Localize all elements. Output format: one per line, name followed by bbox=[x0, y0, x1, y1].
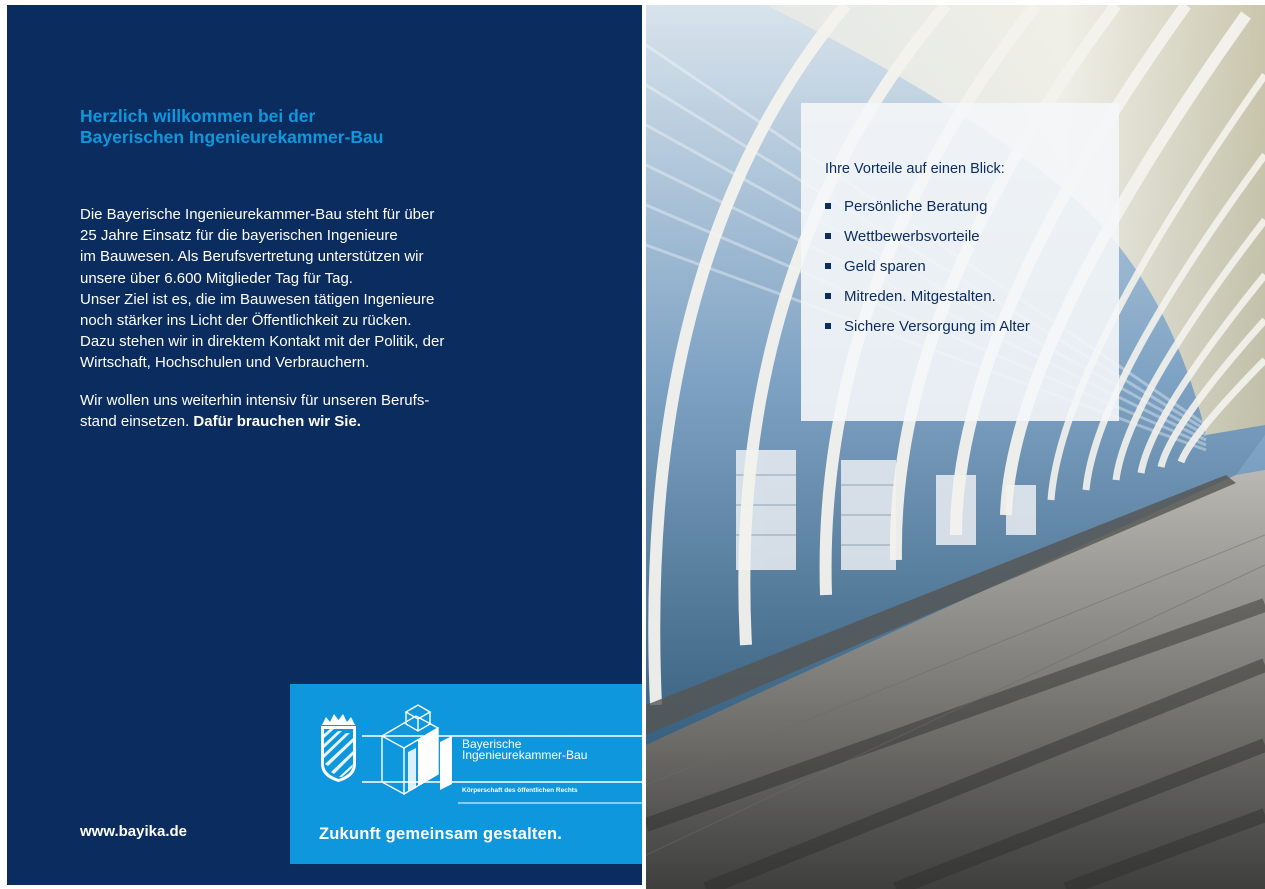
logo-wordmark bbox=[462, 739, 587, 761]
benefit-label: Mitreden. Mitgestalten. bbox=[844, 287, 996, 305]
call-to-action-bold: Dafür brauchen wir Sie. bbox=[193, 412, 361, 430]
tagline: Zukunft gemeinsam gestalten. bbox=[319, 825, 563, 843]
intro-text bbox=[80, 204, 600, 432]
intro-line: 25 Jahre Einsatz für die bayerischen Ingenieure bbox=[80, 227, 398, 245]
benefit-item bbox=[825, 311, 1030, 341]
benefit-item bbox=[825, 191, 1030, 221]
benefit-item bbox=[825, 251, 1030, 281]
bavarian-crest-icon bbox=[321, 714, 356, 782]
intro-line: noch stärker ins Licht der Öffentlichkeit zu rücken. bbox=[80, 312, 412, 330]
benefit-item bbox=[825, 221, 1030, 251]
paragraph-gap bbox=[80, 374, 600, 390]
benefit-label: Sichere Versorgung im Alter bbox=[844, 317, 1030, 335]
website-link[interactable]: www.bayika.de bbox=[80, 823, 187, 840]
benefit-item bbox=[825, 281, 1030, 311]
intro-line: Wirtschaft, Hochschulen und Verbrauchern. bbox=[80, 354, 370, 372]
call-to-action-line bbox=[80, 411, 600, 432]
left-panel bbox=[7, 5, 642, 885]
intro-line: Dazu stehen wir in direktem Kontakt mit der Politik, der bbox=[80, 333, 445, 351]
headline-line: Herzlich willkommen bei der bbox=[80, 106, 316, 126]
intro-line: im Bauwesen. Als Berufsvertretung unterstützen wir bbox=[80, 248, 424, 266]
logo-subtitle: Körperschaft des öffentlichen Rechts bbox=[462, 787, 578, 794]
bullet-icon bbox=[825, 293, 831, 299]
logo-name-line: Bayerische bbox=[462, 737, 522, 751]
call-to-action-plain: stand einsetzen. bbox=[80, 412, 194, 430]
benefit-label: Persönliche Beratung bbox=[844, 197, 988, 215]
intro-line: Unser Ziel ist es, die im Bauwesen tätigen Ingenieure bbox=[80, 290, 435, 308]
headline bbox=[80, 106, 600, 148]
benefits-title: Ihre Vorteile auf einen Blick: bbox=[825, 161, 1005, 177]
benefit-label: Geld sparen bbox=[844, 257, 926, 275]
benefits-list bbox=[825, 191, 1030, 341]
call-to-action-line: Wir wollen uns weiterhin intensiv für unseren Berufs- bbox=[80, 391, 430, 409]
intro-line: Die Bayerische Ingenieurekammer-Bau steht für über bbox=[80, 206, 435, 223]
bullet-icon bbox=[825, 263, 831, 269]
bullet-icon bbox=[825, 203, 831, 209]
bullet-icon bbox=[825, 323, 831, 329]
bullet-icon bbox=[825, 233, 831, 239]
intro-line: unsere über 6.600 Mitglieder Tag für Tag. bbox=[80, 269, 353, 287]
logo-box bbox=[290, 684, 642, 864]
benefits-box bbox=[801, 103, 1119, 421]
right-panel bbox=[646, 5, 1265, 889]
logo-name-line: Ingenieurekammer-Bau bbox=[462, 748, 588, 762]
headline-line: Bayerischen Ingenieurekammer-Bau bbox=[80, 127, 384, 147]
benefit-label: Wettbewerbsvorteile bbox=[844, 227, 980, 245]
